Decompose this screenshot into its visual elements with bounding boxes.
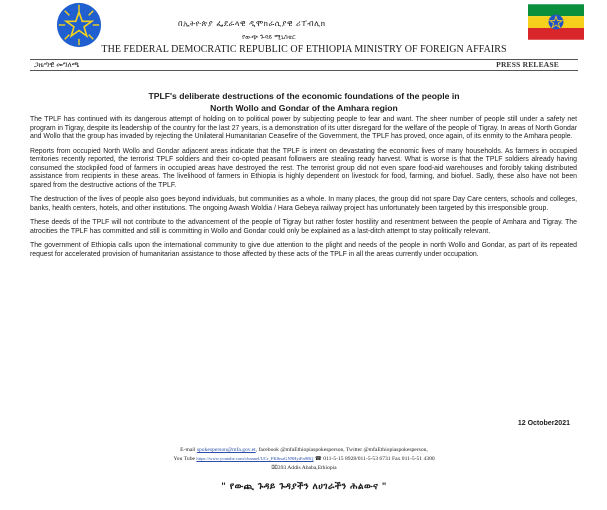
paragraph-2: Reports from occupied North Wollo and Gondar adjacent areas indicate that the TPLF is intent on devastating the economic lives of many households. As farmers in occupied territories recently reported, the terrorist TPLF soldiers and their co-opted peasant followers are stealing ready harvest. What is worse is that the TPLF soldiers already having consumed the stockpiled food of farmers in occupied areas have destroyed the rest. The terrorist group did not even spare food-aid warehouses and forcibly taking distributed assistance from recipients in these areas. The livelihood of farmers in Ethiopia is highly dependent on livestock for food, farming, and biofuel. Sadly, these also have not been spared from the destructive actions of the TPLF.	[30, 147, 577, 189]
phone-fax: ☎ 011-5-15 8928/011-5-53 6731 Fax 011-5-51 4300	[314, 456, 435, 462]
ethiopian-emblem-icon	[56, 2, 102, 48]
footer-address: ⌧393 Addis Ababa,Ethiopia	[271, 465, 337, 471]
amharic-ministry-name: የውጭ ጉዳይ ሚኒስቴር	[242, 33, 296, 41]
amharic-government-name: በኢትዮጵያ ፌደራላዊ ዲሞክራሲያዊ ሪፐብሊክ	[178, 19, 326, 28]
youtube-label: You Tube	[173, 456, 195, 462]
email-label: E-mail	[180, 447, 196, 453]
document-body	[30, 116, 577, 265]
social-handles: , facebook @mfaEthiopiaspokesperson, Twitter @mfaEthiopiaspokesperson,	[255, 447, 428, 453]
email-link[interactable]: spokesperson@mfa.gov.et	[196, 447, 256, 453]
paragraph-1: The TPLF has continued with its dangerous attempt of holding on to political power by subjecting people to fear and want. The sheer number of people still under a safety net program in Tigray, despite its leadership of the country for the last 27 years, is a demonstration of its utter disregard for the welfare of the people of Tigray. In areas of North Gondar and Wollo that the group has invaded by rejecting the Unilateral Humanitarian Ceasefire of the Government, the TPLF has proved, once again, of its enmity to the Amhara people.	[30, 116, 577, 140]
document-title	[40, 90, 568, 114]
press-release-label: PRESS RELEASE	[496, 60, 559, 69]
ministry-motto: " የውጪ ጉዳይ ጉዳያችን ለሀገራችን ሕልውና "	[221, 482, 387, 492]
paragraph-4: These deeds of the TPLF will not contribute to the advancement of the people of Tigray but rather foster hostility and resentment between the people of Amhara and Tigray. The atrocities the TPLF has committed and still is committing in Wollo and Gondar could only be explained as a last-ditch attempt to stay politically relevant.	[30, 219, 577, 235]
release-date: 12 October2021	[517, 420, 570, 427]
title-line-1: TPLF's deliberate destructions of the economic foundations of the people in	[148, 91, 460, 101]
ethiopian-flag-icon	[528, 4, 584, 40]
ministry-heading: THE FEDERAL DEMOCRATIC REPUBLIC OF ETHIOPIA MINISTRY OF FOREIGN AFFAIRS	[101, 44, 507, 55]
paragraph-3: The destruction of the lives of people also goes beyond individuals, but communities as a whole. In many places, the group did not spare Day Care centers, schools and colleges, banks, health centers, hotels, and other institutions. The ongoing Awash Woldia / Hara Gebeya railway project has unfortunately been targeted by this irresponsible group.	[30, 196, 577, 212]
header-divider-bottom	[30, 70, 578, 71]
amharic-press-label: ጋዜጣዊ መግለጫ	[34, 60, 80, 69]
footer-contact-line	[28, 447, 580, 453]
title-line-2: North Wollo and Gondar of the Amhara region	[210, 103, 398, 113]
paragraph-5: The government of Ethiopia calls upon the international community to give due attention to the plight and needs of the people in north Wollo and Gondar, as part of its repeated request for accelerated provision of humanitarian assistance to those affected by these acts of the TPLF in all the areas currently under occupation.	[30, 242, 577, 258]
youtube-link[interactable]: https://www.youtube.com/channel/UCr_FKlbsaGN9HyiFn9RQ	[196, 456, 314, 461]
footer-youtube-line	[28, 456, 580, 462]
